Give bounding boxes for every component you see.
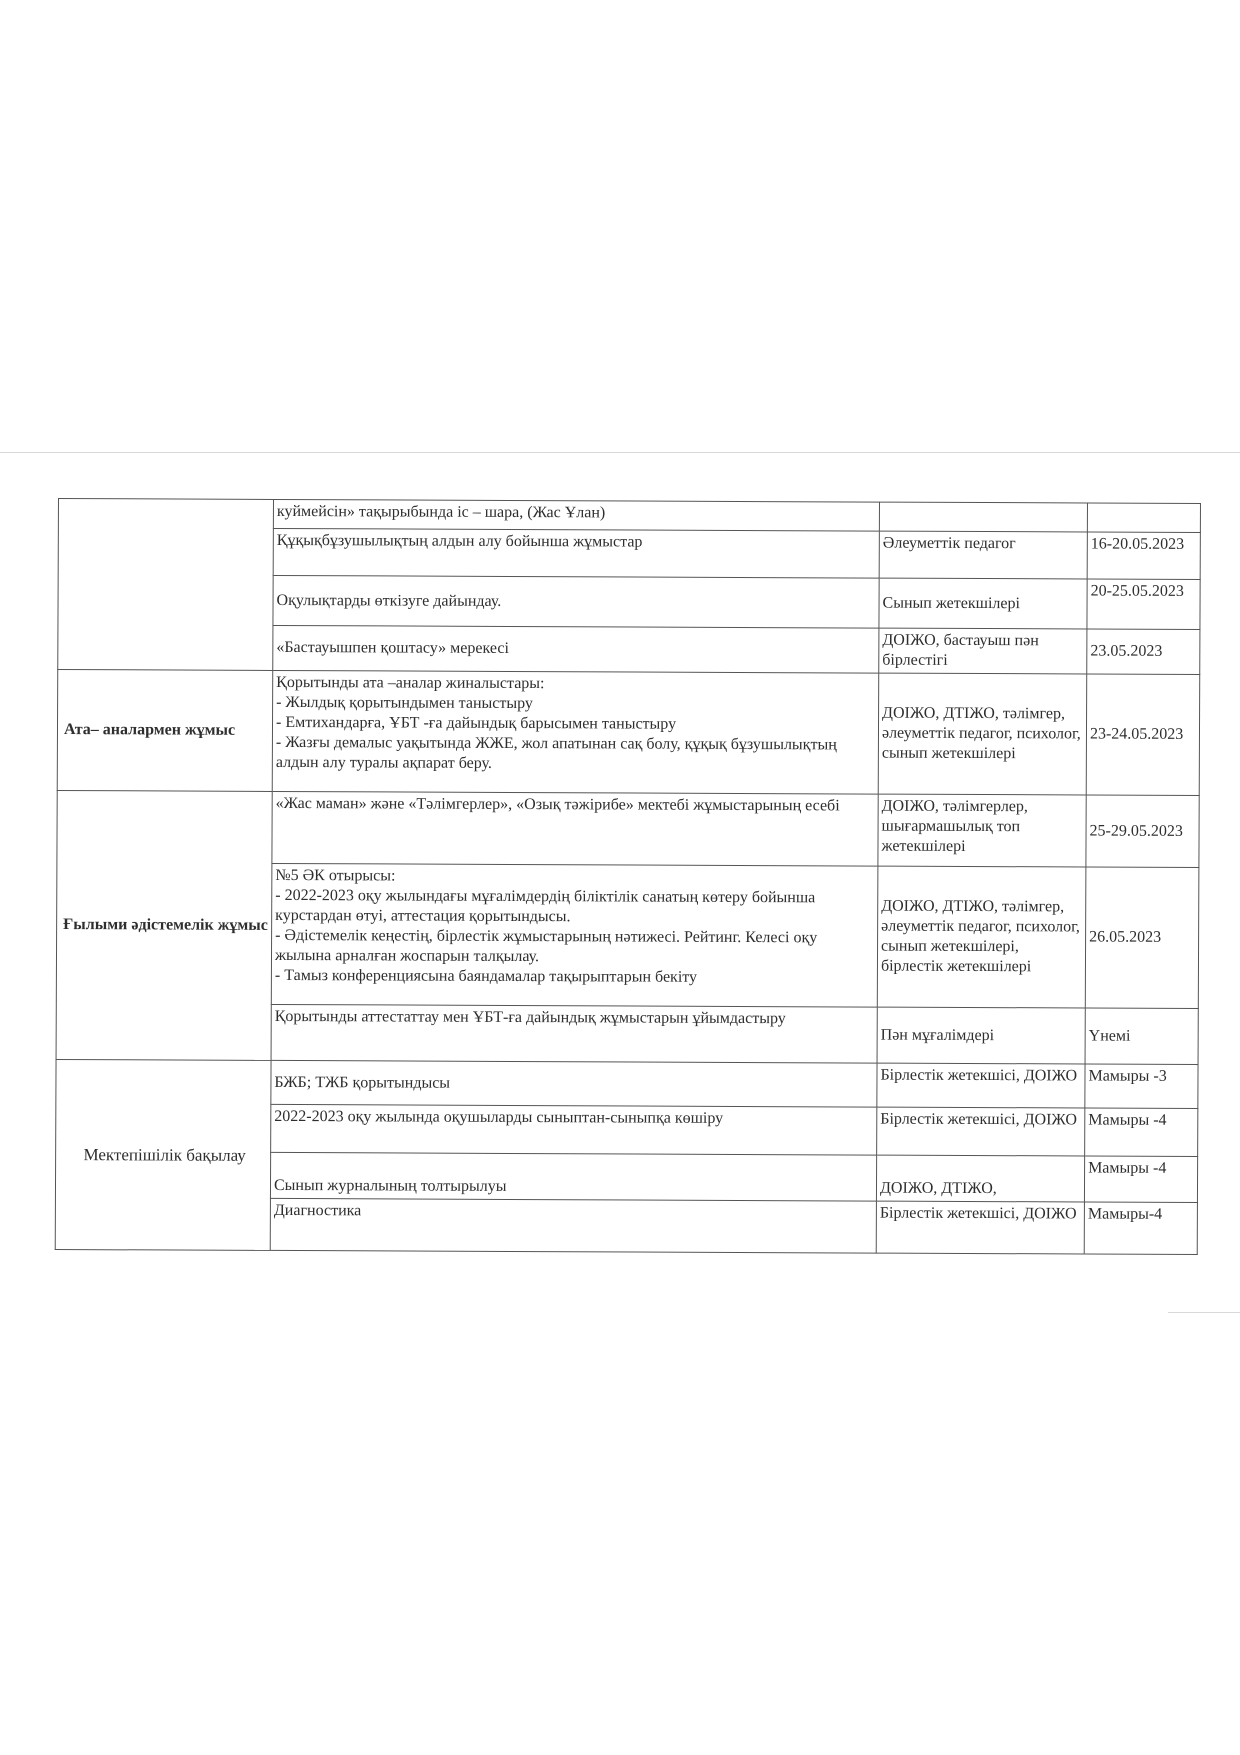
responsible-cell: ДОІЖО, ДТІЖО, тәлімгер, әлеуметтік педагог, психолог, сынып жетекшілері, бірлестік жетекшілері bbox=[877, 866, 1086, 1008]
activity-cell bbox=[271, 1104, 877, 1155]
date-cell: Мамыры -3 bbox=[1085, 1064, 1198, 1108]
activity-cell bbox=[271, 863, 878, 1007]
activity-line: - Емтихандарға, ҰБТ -ға дайындық барысымен таныстыру bbox=[275, 713, 677, 733]
activity-line: «Бастауышпен қоштасу» мерекесі bbox=[276, 638, 509, 657]
section-methodical-work: Ғылыми әдістемелік жұмыс bbox=[56, 790, 272, 1060]
responsible-cell: Сынып жетекшілері bbox=[879, 578, 1087, 629]
scan-edge-bottom bbox=[1168, 1312, 1240, 1313]
responsible-cell: Бірлестік жетекшісі, ДОІЖО bbox=[876, 1201, 1084, 1254]
activity-line: - Әдістемелік кеңестің, бірлестік жұмыстарының нәтижесі. Рейтинг. Келесі оқу жылына арналған жоспарын талқылау. bbox=[274, 926, 818, 966]
responsible-cell: ДОІЖО, тәлімгерлер, шығармашылық топ жетекшілері bbox=[878, 794, 1086, 867]
responsible-cell: ДОІЖО, ДТІЖО, тәлімгер, әлеуметтік педагог, психолог, сынып жетекшілері bbox=[878, 673, 1087, 795]
responsible-cell: Әлеуметтік педагог bbox=[879, 531, 1087, 579]
table-row bbox=[56, 1059, 1198, 1108]
section-internal-control: Мектепішілік бақылау bbox=[55, 1059, 271, 1250]
responsible-cell bbox=[879, 502, 1087, 532]
date-cell: 25-29.05.2023 bbox=[1086, 795, 1199, 867]
activity-cell bbox=[273, 528, 879, 578]
activity-cell bbox=[270, 1198, 876, 1253]
date-cell: Үнемі bbox=[1085, 1008, 1198, 1064]
activity-cell bbox=[271, 1004, 877, 1063]
date-cell: Мамыры -4 bbox=[1084, 1156, 1197, 1202]
responsible-cell: ДОІЖО, бастауыш пән бірлестігі bbox=[879, 628, 1087, 674]
scan-edge-top bbox=[0, 452, 1240, 453]
responsible-cell: Пән мұғалімдері bbox=[877, 1007, 1085, 1064]
responsible-cell: Бірлестік жетекшісі, ДОІЖО bbox=[877, 1107, 1085, 1156]
date-cell: Мамыры -4 bbox=[1085, 1108, 1198, 1156]
date-cell: 26.05.2023 bbox=[1085, 867, 1199, 1008]
activity-cell bbox=[272, 670, 879, 794]
responsible-cell: ДОІЖО, ДТІЖО, bbox=[876, 1155, 1084, 1202]
activity-line: «Жас маман» және «Тәлімгерлер», «Озық тәжірибе» мектебі жұмыстарының есебі bbox=[275, 794, 840, 815]
activity-cell bbox=[272, 791, 878, 866]
activity-line: Қорытынды ата –аналар жиналыстары: bbox=[276, 673, 545, 693]
activity-line: Диагностика bbox=[273, 1201, 362, 1220]
activity-line: 2022-2023 оқу жылында оқушыларды сыныптан-сыныпқа көшіру bbox=[274, 1107, 724, 1127]
section-parents-work: Ата– аналармен жұмыс bbox=[57, 670, 273, 792]
table-row bbox=[57, 670, 1200, 796]
activity-line: Оқулықтарды өткізуге дайындау. bbox=[276, 591, 502, 610]
section-cell-empty bbox=[58, 499, 274, 671]
activity-line: Сынып журналының толтырылуы bbox=[273, 1176, 507, 1195]
date-cell: 23-24.05.2023 bbox=[1086, 674, 1200, 795]
work-plan-table bbox=[55, 498, 1201, 1255]
activity-cell bbox=[273, 499, 879, 531]
date-cell: 23.05.2023 bbox=[1087, 629, 1200, 674]
activity-line: - Тамыз конференциясына баяндамалар тақырыптарын бекіту bbox=[274, 966, 698, 986]
table-row bbox=[58, 499, 1200, 533]
activity-line: - 2022-2023 оқу жылындағы мұғалімдердің біліктілік санатың көтеру бойынша курстардан өтуі, аттестация қорытындысы. bbox=[275, 886, 816, 926]
activity-line: Құқықбұзушылықтың алдын алу бойынша жұмыстар bbox=[276, 531, 643, 551]
activity-line: №5 ӘК отырысы: bbox=[275, 866, 396, 885]
responsible-cell: Бірлестік жетекшісі, ДОІЖО bbox=[877, 1063, 1085, 1108]
date-cell: 20-25.05.2023 bbox=[1087, 579, 1200, 629]
activity-cell bbox=[270, 1152, 876, 1201]
activity-cell bbox=[273, 625, 879, 673]
activity-line: БЖБ; ТЖБ қорытындысы bbox=[274, 1073, 451, 1092]
activity-cell bbox=[271, 1060, 877, 1107]
date-cell bbox=[1087, 503, 1200, 532]
activity-line: куймейсін» тақырыбында іс – шара, (Жас Ұлан) bbox=[276, 502, 606, 522]
date-cell: Мамыры-4 bbox=[1084, 1202, 1197, 1254]
activity-line: - Жылдық қорытындымен таныстыру bbox=[276, 693, 533, 713]
table-row bbox=[57, 790, 1199, 867]
activity-line: - Жазғы демалыс уақытында ЖЖЕ, жол апатынан сақ болу, құқық бұзушылықтың алдын алу туралы ақпарат беру. bbox=[275, 733, 837, 772]
date-cell: 16-20.05.2023 bbox=[1087, 532, 1200, 579]
activity-cell bbox=[273, 575, 879, 628]
activity-line: Қорытынды аттестаттау мен ҰБТ-ға дайындық жұмыстарын ұйымдастыру bbox=[274, 1007, 786, 1028]
